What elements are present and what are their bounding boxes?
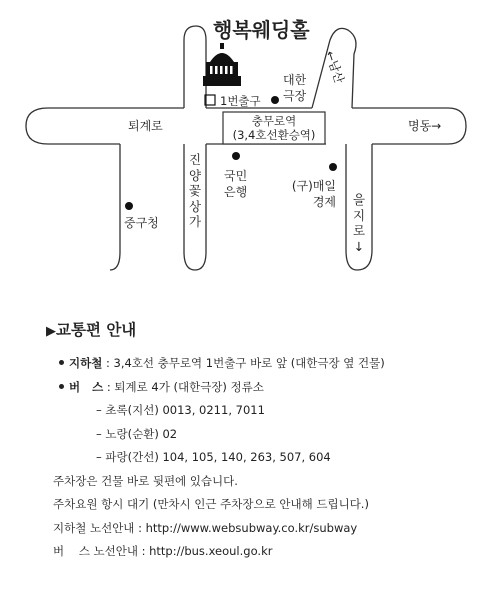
road-toegyero-left-cap xyxy=(26,108,120,144)
subway-row xyxy=(46,352,466,376)
road-label-euljiro: 을지로↓ xyxy=(352,192,366,254)
road-label-toegyero: 퇴계로 xyxy=(128,119,163,133)
station-name: 충무로역 xyxy=(251,114,297,128)
subway-text: : 3,4호선 충무로역 1번출구 바로 앞 (대한극장 옆 건물) xyxy=(105,356,385,370)
bus-route-blue: – 파랑(간선) 104, 105, 140, 263, 507, 604 xyxy=(96,450,331,464)
junggu-marker xyxy=(125,202,133,210)
kookmin-label: 국민은행 xyxy=(224,169,248,199)
venue-name: 행복웨딩홀 xyxy=(213,18,310,42)
bus-route-yellow: – 노랑(순환) 02 xyxy=(96,426,178,441)
bus-route-green: – 초록(지선) 0013, 0211, 7011 xyxy=(96,403,265,417)
parking-note: 주차장은 건물 바로 뒷편에 있습니다. xyxy=(53,473,238,488)
bus-route-link[interactable]: 버 스 노선안내 : http://bus.xeoul.go.kr xyxy=(53,544,273,558)
maeil-marker xyxy=(329,163,337,171)
info-title xyxy=(46,318,466,338)
theater-label: 대한극장 xyxy=(283,73,307,103)
building-icon xyxy=(203,43,241,86)
bus-row xyxy=(46,376,466,400)
theater-marker xyxy=(271,96,279,104)
bullet-icon xyxy=(59,360,64,365)
kookmin-marker xyxy=(232,152,240,160)
info-title-text: 교통편 안내 xyxy=(56,321,137,339)
bus-label: 버 스 xyxy=(69,379,104,394)
transport-info xyxy=(46,318,466,564)
maeil-label: (구)매일경제 xyxy=(291,179,336,209)
subway-route-link[interactable]: 지하철 노선안내 : http://www.websubway.co.kr/subway xyxy=(53,520,358,535)
bus-text: : 퇴계로 4가 (대한극장) 정류소 xyxy=(106,379,264,394)
junggu-label: 중구청 xyxy=(124,216,159,230)
station-lines: (3,4호선환승역) xyxy=(232,128,316,142)
road-south-junggu xyxy=(110,144,120,270)
title-marker-icon: ▶ xyxy=(46,324,56,339)
bullet-icon xyxy=(59,384,64,389)
road-label-namsan: ←남산 xyxy=(322,49,347,85)
subway-label: 지하철 xyxy=(69,356,103,370)
road-label-myeongdong: 명동→ xyxy=(408,119,442,133)
road-north xyxy=(184,26,206,108)
street-label-jinyang: 진양꽃상가 xyxy=(188,152,202,229)
exit-label: 1번출구 xyxy=(220,94,261,108)
parking-staff-note: 주차요원 항시 대기 (만차시 인근 주차장으로 안내해 드립니다.) xyxy=(53,497,369,511)
